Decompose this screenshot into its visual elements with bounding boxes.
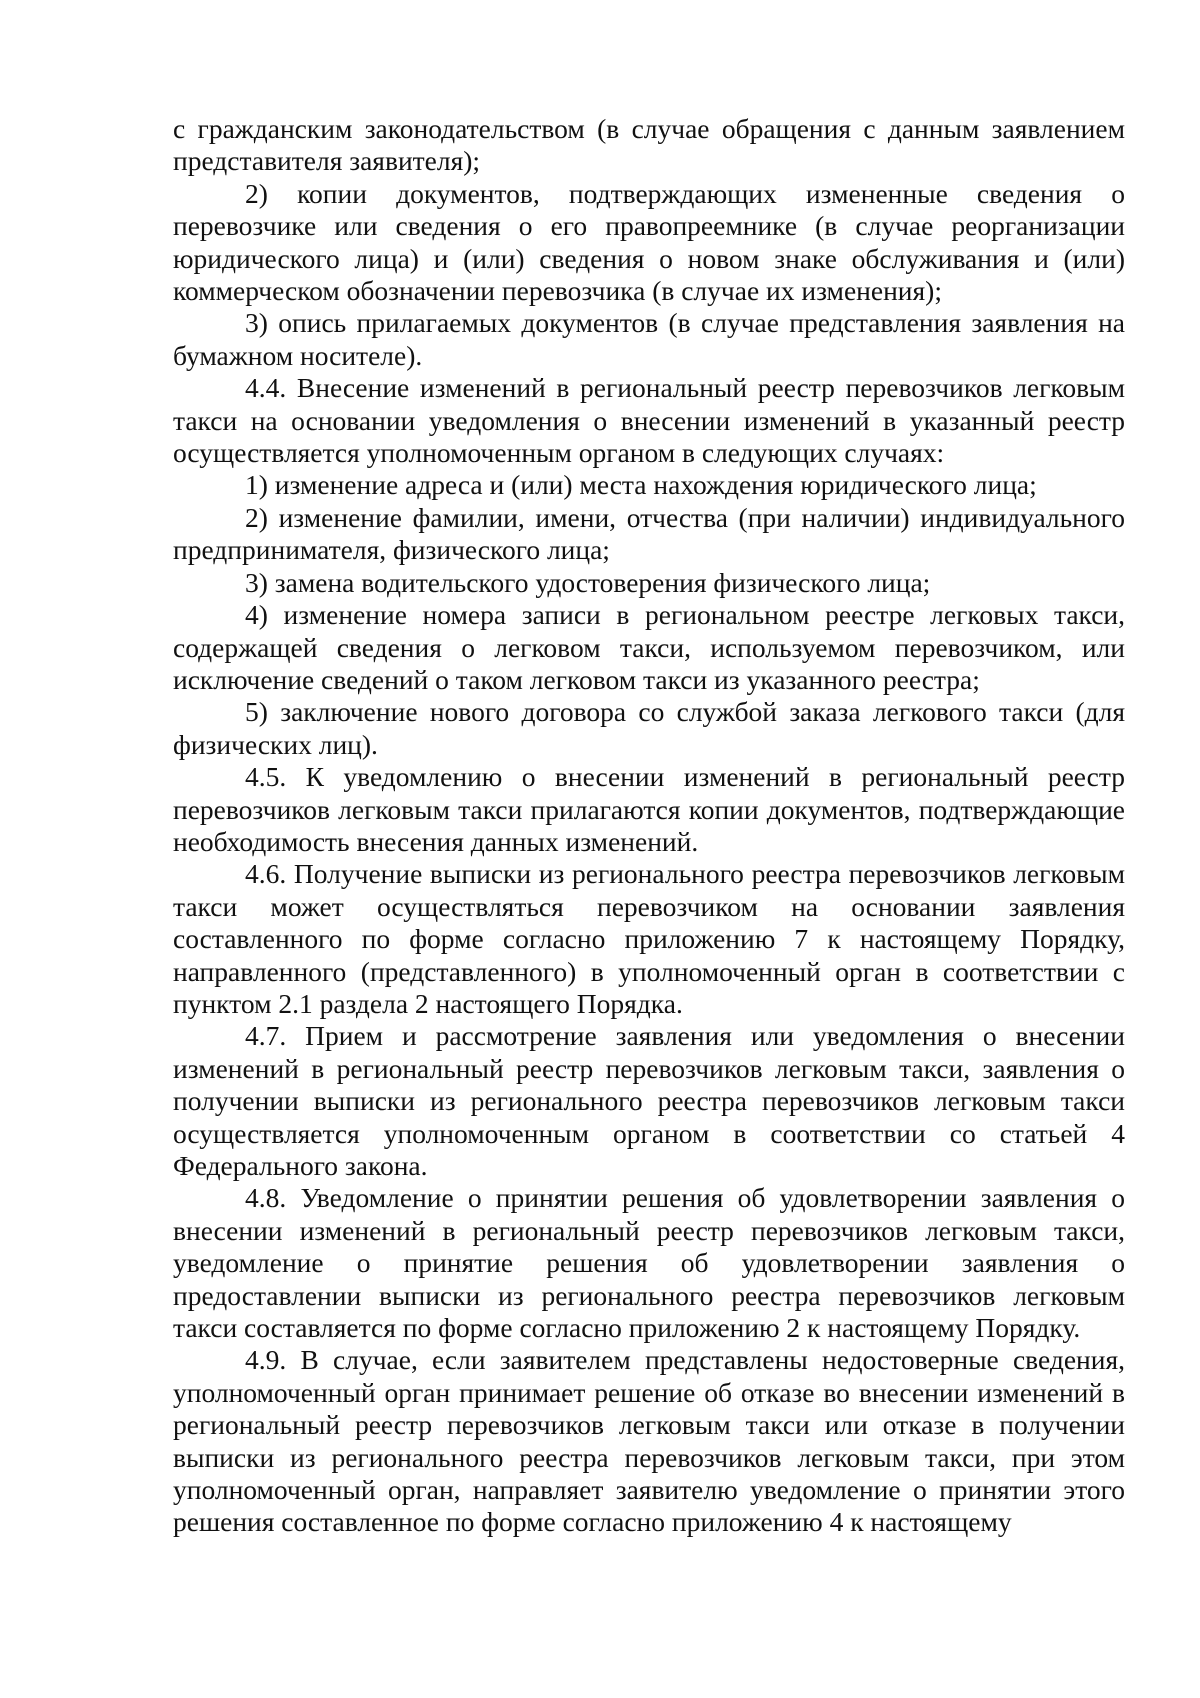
paragraph-4-4-item-1: 1) изменение адреса и (или) места нахождения юридического лица; [245,469,1037,501]
paragraph-4-4-item-4: 4) изменение номера записи в региональном реестре легковых такси, содержащей сведения о легковом такси, используемом перевозчиком, или исключение сведений о таком легковом такси из указанного реестра; [173,599,1125,695]
paragraph-4-4-item-2: 2) изменение фамилии, имени, отчества (при наличии) индивидуального предпринимателя, физического лица; [173,501,1125,566]
document-body [173,113,1125,1539]
paragraph-item-2-copies: 2) копии документов, подтверждающих измененные сведения о перевозчике или сведения о его правопреемнике (в случае реорганизации юридического лица) и (или) сведения о новом знаке обслуживания и (или) коммерческом обозначении перевозчика (в случае их изменения); [173,177,1125,307]
paragraph-civil-law-continuation: с гражданским законодательством (в случае обращения с данным заявлением представителя заявителя); [173,113,1125,177]
paragraph-4-4-item-3: 3) замена водительского удостоверения физического лица; [245,566,931,598]
paragraph-4-6: 4.6. Получение выписки из регионального реестра перевозчиков легковым такси может осуществляться перевозчиком на основании заявления составленного по форме согласно приложению 7 к настоящему Порядку, направленного (представленного) в уполномоченный орган в соответствии с пунктом 2.1 раздела 2 настоящего Порядка. [173,858,1125,1019]
paragraph-4-4: 4.4. Внесение изменений в региональный реестр перевозчиков легковым такси на основании уведомления о внесении изменений в указанный реестр осуществляется уполномоченным органом в следующих случаях: [173,372,1125,469]
paragraph-4-5: 4.5. К уведомлению о внесении изменений в региональный реестр перевозчиков легковым такси прилагаются копии документов, подтверждающие необходимость внесения данных изменений. [173,761,1125,857]
paragraph-item-3-inventory: 3) опись прилагаемых документов (в случае представления заявления на бумажном носителе). [173,307,1125,371]
paragraph-4-4-item-5: 5) заключение нового договора со службой заказа легкового такси (для физических лиц). [173,696,1125,760]
paragraph-4-8: 4.8. Уведомление о принятии решения об удовлетворении заявления о внесении изменений в региональный реестр перевозчиков легковым такси, уведомление о принятие решения об удовлетворении заявления о предоставлении выписки из регионального реестра перевозчиков легковым такси составляется по форме согласно приложению 2 к настоящему Порядку. [173,1182,1125,1344]
paragraph-4-9: 4.9. В случае, если заявителем представлены недостоверные сведения, уполномоченный орган принимает решение об отказе во внесении изменений в региональный реестр перевозчиков легковым такси или отказе в получении выписки из регионального реестра перевозчиков легковым такси, при этом уполномоченный орган, направляет заявителю уведомление о принятии этого решения составленное по форме согласно приложению 4 к настоящему [173,1344,1125,1538]
paragraph-4-7: 4.7. Прием и рассмотрение заявления или уведомления о внесении изменений в региональный реестр перевозчиков легковым такси, заявления о получении выписки из регионального реестра перевозчиков легковым такси осуществляется уполномоченным органом в соответствии со статьей 4 Федерального закона. [173,1020,1125,1181]
